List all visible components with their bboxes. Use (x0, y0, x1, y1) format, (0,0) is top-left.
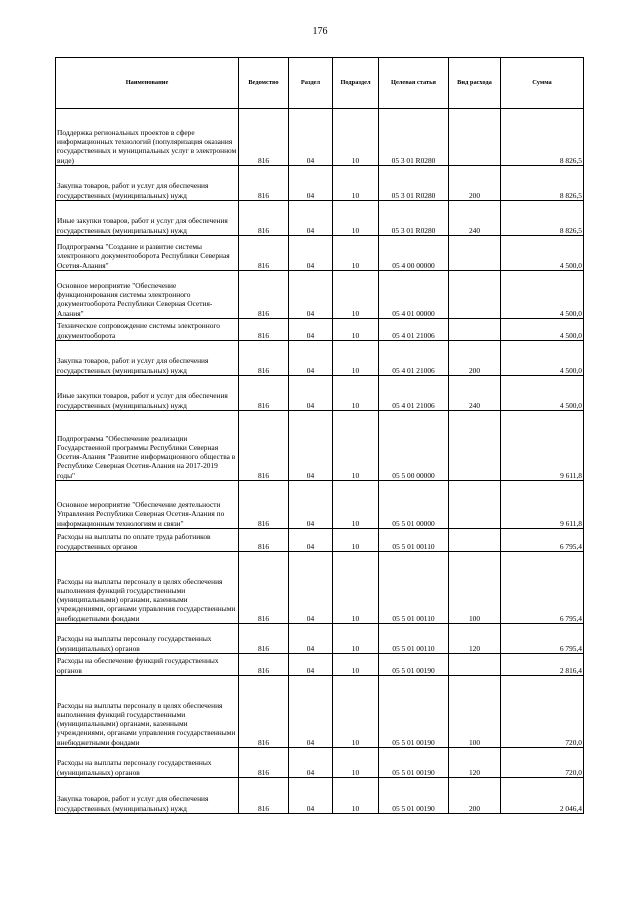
row-name: Техническое сопровождение системы электронного документооборота (56, 319, 239, 341)
row-department: 816 (239, 529, 289, 552)
row-target-article: 05 5 01 00190 (379, 748, 449, 778)
row-section: 04 (289, 201, 333, 236)
row-target-article: 05 4 00 00000 (379, 236, 449, 271)
row-department: 816 (239, 341, 289, 376)
row-target-article: 05 4 01 21006 (379, 319, 449, 341)
row-sum: 2 816,4 (501, 654, 584, 676)
row-subsection: 10 (333, 778, 379, 814)
row-subsection: 10 (333, 201, 379, 236)
row-subsection: 10 (333, 411, 379, 481)
row-sum: 6 795,4 (501, 552, 584, 624)
row-sum: 4 500,0 (501, 376, 584, 411)
row-subsection: 10 (333, 676, 379, 748)
row-expense-type (449, 481, 501, 529)
table-header-row (56, 58, 584, 109)
row-sum: 8 826,5 (501, 201, 584, 236)
row-subsection: 10 (333, 748, 379, 778)
row-sum: 9 611,8 (501, 481, 584, 529)
row-name: Иные закупки товаров, работ и услуг для обеспечения государственных (муниципальных) нужд (56, 376, 239, 411)
row-department: 816 (239, 271, 289, 319)
table-row (56, 236, 584, 271)
row-expense-type (449, 236, 501, 271)
row-section: 04 (289, 376, 333, 411)
row-target-article: 05 3 01 R0280 (379, 109, 449, 166)
row-subsection: 10 (333, 481, 379, 529)
row-expense-type (449, 529, 501, 552)
row-department: 816 (239, 778, 289, 814)
table-row (56, 624, 584, 654)
table-row (56, 654, 584, 676)
row-expense-type: 100 (449, 676, 501, 748)
row-expense-type (449, 271, 501, 319)
table-row (56, 109, 584, 166)
row-expense-type (449, 411, 501, 481)
row-subsection: 10 (333, 654, 379, 676)
row-target-article: 05 5 01 00190 (379, 676, 449, 748)
table-row (56, 201, 584, 236)
header-department: Ведомство (239, 58, 289, 109)
row-section: 04 (289, 529, 333, 552)
row-name: Расходы на выплаты по оплате труда работников государственных органов (56, 529, 239, 552)
row-department: 816 (239, 748, 289, 778)
row-department: 816 (239, 481, 289, 529)
row-target-article: 05 5 01 00110 (379, 624, 449, 654)
table-row (56, 411, 584, 481)
row-sum: 720,0 (501, 676, 584, 748)
table-row (56, 319, 584, 341)
row-sum: 8 826,5 (501, 109, 584, 166)
row-target-article: 05 5 01 00190 (379, 654, 449, 676)
row-section: 04 (289, 778, 333, 814)
row-section: 04 (289, 341, 333, 376)
row-subsection: 10 (333, 319, 379, 341)
table-row (56, 778, 584, 814)
row-department: 816 (239, 109, 289, 166)
row-sum: 4 500,0 (501, 236, 584, 271)
row-target-article: 05 5 00 00000 (379, 411, 449, 481)
table-row (56, 552, 584, 624)
row-department: 816 (239, 376, 289, 411)
row-section: 04 (289, 109, 333, 166)
row-target-article: 05 4 01 00000 (379, 271, 449, 319)
header-name: Наименование (56, 58, 239, 109)
row-sum: 8 826,5 (501, 166, 584, 201)
row-target-article: 05 5 01 00110 (379, 552, 449, 624)
row-target-article: 05 4 01 21006 (379, 376, 449, 411)
row-section: 04 (289, 624, 333, 654)
header-subsection: Подраздел (333, 58, 379, 109)
row-expense-type: 100 (449, 552, 501, 624)
row-department: 816 (239, 411, 289, 481)
table-row (56, 481, 584, 529)
row-section: 04 (289, 676, 333, 748)
row-sum: 9 611,8 (501, 411, 584, 481)
row-expense-type: 120 (449, 748, 501, 778)
row-subsection: 10 (333, 552, 379, 624)
row-name: Иные закупки товаров, работ и услуг для обеспечения государственных (муниципальных) нужд (56, 201, 239, 236)
header-expense-type: Вид расхода (449, 58, 501, 109)
row-subsection: 10 (333, 236, 379, 271)
row-subsection: 10 (333, 376, 379, 411)
row-name: Основное мероприятие "Обеспечение функционирования системы электронного документооборота Республики Северная Осетия-Алания" (56, 271, 239, 319)
row-name: Расходы на обеспечение функций государственных органов (56, 654, 239, 676)
row-target-article: 05 3 01 R0280 (379, 166, 449, 201)
row-sum: 720,0 (501, 748, 584, 778)
row-expense-type (449, 109, 501, 166)
header-target-article: Целевая статья (379, 58, 449, 109)
row-target-article: 05 5 01 00190 (379, 778, 449, 814)
row-section: 04 (289, 552, 333, 624)
row-section: 04 (289, 166, 333, 201)
row-section: 04 (289, 481, 333, 529)
row-name: Подпрограмма "Обеспечение реализации Государственной программы Республики Северная Осетия-Алания "Развитие информационного общества в Республике Северная Осетия-Алания на 2017-2019 годы" (56, 411, 239, 481)
row-department: 816 (239, 624, 289, 654)
row-department: 816 (239, 552, 289, 624)
row-section: 04 (289, 748, 333, 778)
row-name: Расходы на выплаты персоналу в целях обеспечения выполнения функций государственными (муниципальными) органами, казенными учреждениями, органами управления государственными внебюджетными фондами (56, 552, 239, 624)
row-expense-type: 200 (449, 778, 501, 814)
row-name: Поддержка региональных проектов в сфере информационных технологий (популяризация оказания государственных и муниципальных услуг в электронном виде) (56, 109, 239, 166)
row-subsection: 10 (333, 341, 379, 376)
row-section: 04 (289, 411, 333, 481)
row-expense-type: 120 (449, 624, 501, 654)
row-subsection: 10 (333, 109, 379, 166)
row-name: Подпрограмма "Создание и развитие системы электронного документооборота Республики Северная Осетия-Алания" (56, 236, 239, 271)
row-subsection: 10 (333, 271, 379, 319)
row-expense-type (449, 319, 501, 341)
row-subsection: 10 (333, 166, 379, 201)
row-section: 04 (289, 654, 333, 676)
row-name: Основное мероприятие "Обеспечение деятельности Управления Республики Северная Осетия-Алания по информационным технологиям и связи" (56, 481, 239, 529)
row-department: 816 (239, 654, 289, 676)
table-row (56, 376, 584, 411)
row-department: 816 (239, 676, 289, 748)
row-section: 04 (289, 319, 333, 341)
row-department: 816 (239, 236, 289, 271)
row-expense-type: 200 (449, 166, 501, 201)
row-subsection: 10 (333, 529, 379, 552)
row-expense-type: 240 (449, 376, 501, 411)
row-name: Расходы на выплаты персоналу в целях обеспечения выполнения функций государственными (муниципальными) органами, казенными учреждениями, органами управления государственными внебюджетными фондами (56, 676, 239, 748)
row-target-article: 05 5 01 00000 (379, 481, 449, 529)
row-sum: 4 500,0 (501, 271, 584, 319)
row-department: 816 (239, 166, 289, 201)
table-row (56, 676, 584, 748)
page-number: 176 (312, 26, 328, 37)
row-name: Закупка товаров, работ и услуг для обеспечения государственных (муниципальных) нужд (56, 166, 239, 201)
row-subsection: 10 (333, 624, 379, 654)
table-row (56, 166, 584, 201)
row-sum: 4 500,0 (501, 341, 584, 376)
row-section: 04 (289, 271, 333, 319)
row-expense-type (449, 654, 501, 676)
row-sum: 6 795,4 (501, 624, 584, 654)
row-name: Расходы на выплаты персоналу государственных (муниципальных) органов (56, 748, 239, 778)
table-row (56, 271, 584, 319)
row-expense-type: 240 (449, 201, 501, 236)
table-row (56, 748, 584, 778)
row-name: Закупка товаров, работ и услуг для обеспечения государственных (муниципальных) нужд (56, 341, 239, 376)
row-sum: 4 500,0 (501, 319, 584, 341)
header-section: Раздел (289, 58, 333, 109)
row-department: 816 (239, 201, 289, 236)
table-row (56, 341, 584, 376)
row-department: 816 (239, 319, 289, 341)
header-sum: Сумма (501, 58, 584, 109)
row-expense-type: 200 (449, 341, 501, 376)
row-name: Закупка товаров, работ и услуг для обеспечения государственных (муниципальных) нужд (56, 778, 239, 814)
row-sum: 6 795,4 (501, 529, 584, 552)
row-section: 04 (289, 236, 333, 271)
row-target-article: 05 5 01 00110 (379, 529, 449, 552)
row-target-article: 05 3 01 R0280 (379, 201, 449, 236)
row-sum: 2 046,4 (501, 778, 584, 814)
budget-table (55, 57, 584, 814)
table-row (56, 529, 584, 552)
row-name: Расходы на выплаты персоналу государственных (муниципальных) органов (56, 624, 239, 654)
row-target-article: 05 4 01 21006 (379, 341, 449, 376)
